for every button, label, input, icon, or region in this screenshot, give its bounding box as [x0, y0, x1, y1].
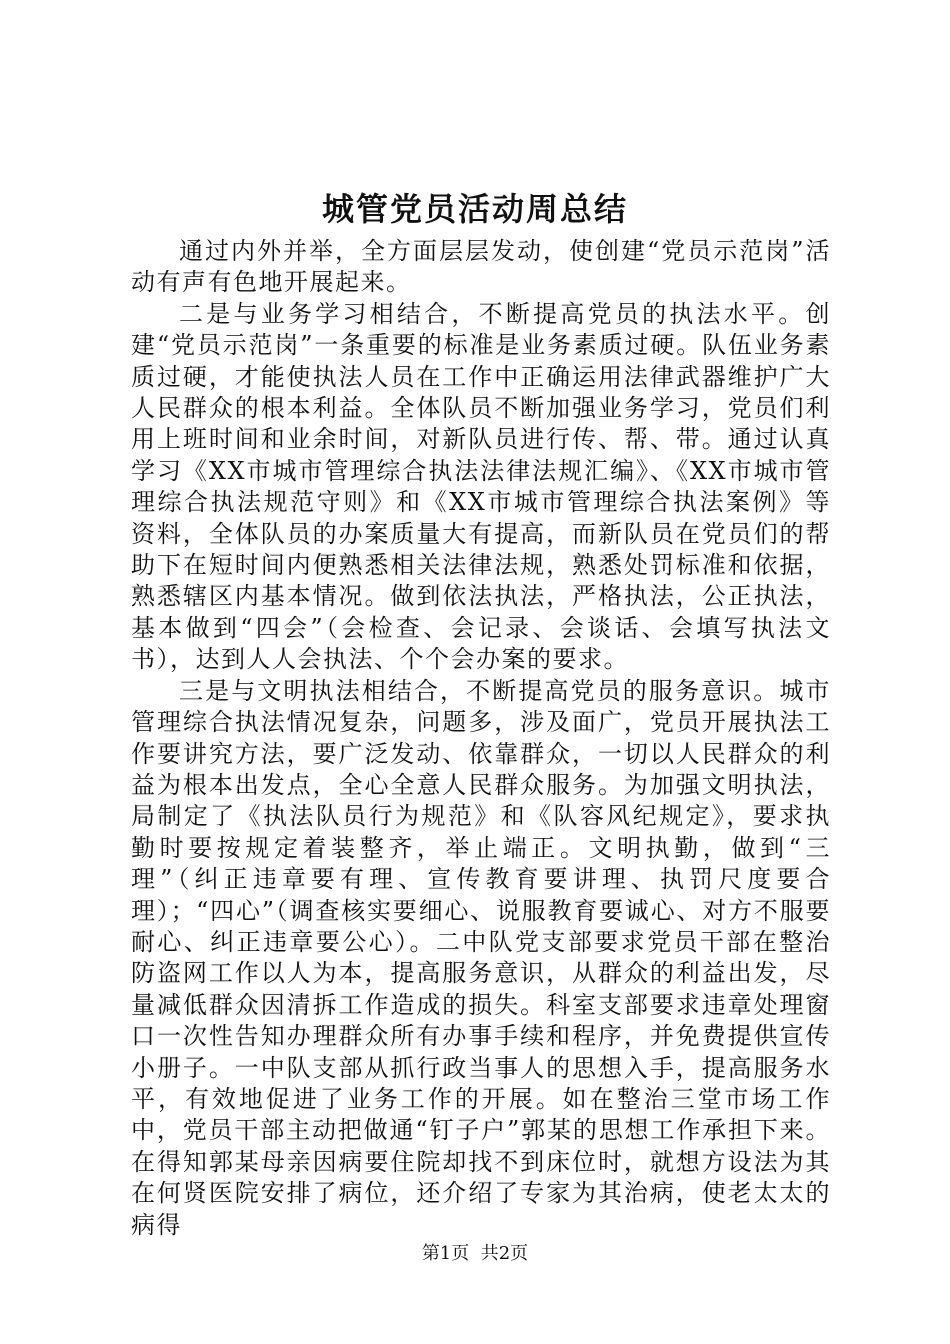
- paragraph: 三是与文明执法相结合，不断提高党员的服务意识。城市管理综合执法情况复杂，问题多，涉及面广，党员开展执法工作要讲究方法，要广泛发动、依靠群众，一切以人民群众的利益为根本出发点，全心全意人民群众服务。为加强文明执法，局制定了《执法队员行为规范》和《队容风纪规定》，要求执勤时要按规定着装整齐，举止端正。文明执勤，做到“三理”（纠正违章要有理、宣传教育要讲理、执罚尺度要合理）；“四心”（调查核实要细心、说服教育要诚心、对方不服要耐心、纠正违章要公心）。二中队党支部要求党员干部在整治防盗网工作以人为本，提高服务意识，从群众的利益出发，尽量减低群众因清拆工作造成的损失。科室支部要求违章处理窗口一次性告知办理群众所有办事手续和程序，并免费提供宣传小册子。一中队支部从抓行政当事人的思想入手，提高服务水平，有效地促进了业务工作的开展。如在整治三堂市场工作中，党员干部主动把做通“钉子户”郭某的思想工作承担下来。在得知郭某母亲因病要住院却找不到床位时，就想方设法为其在何贤医院安排了病位，还介绍了专家为其治病，使老太太的病得: [131, 676, 831, 1239]
- paragraph: 通过内外并举，全方面层层发动，使创建“党员示范岗”活动有声有色地开展起来。: [131, 237, 831, 297]
- page-footer: [0, 1241, 950, 1267]
- document-title: 城管党员活动周总结: [321, 190, 628, 228]
- paragraph: 二是与业务学习相结合，不断提高党员的执法水平。创建“党员示范岗”一条重要的标准是业务素质过硬。队伍业务素质过硬，才能使执法人员在工作中正确运用法律武器维护广大人民群众的根本利益。全体队员不断加强业务学习，党员们利用上班时间和业余时间，对新队员进行传、帮、带。通过认真学习《XX市城市管理综合执法法律法规汇编》、《XX市城市管理综合执法规范守则》和《XX市城市管理综合执法案例》等资料，全体队员的办案质量大有提高，而新队员在党员们的帮助下在短时间内便熟悉相关法律法规，熟悉处罚标准和依据，熟悉辖区内基本情况。做到依法执法，严格执法，公正执法，基本做到“四会”（会检查、会记录、会谈话、会填写执法文书），达到人人会执法、个个会办案的要求。: [131, 299, 831, 674]
- page-number: 第1页 共2页: [421, 1243, 529, 1264]
- document-body: [131, 236, 831, 1241]
